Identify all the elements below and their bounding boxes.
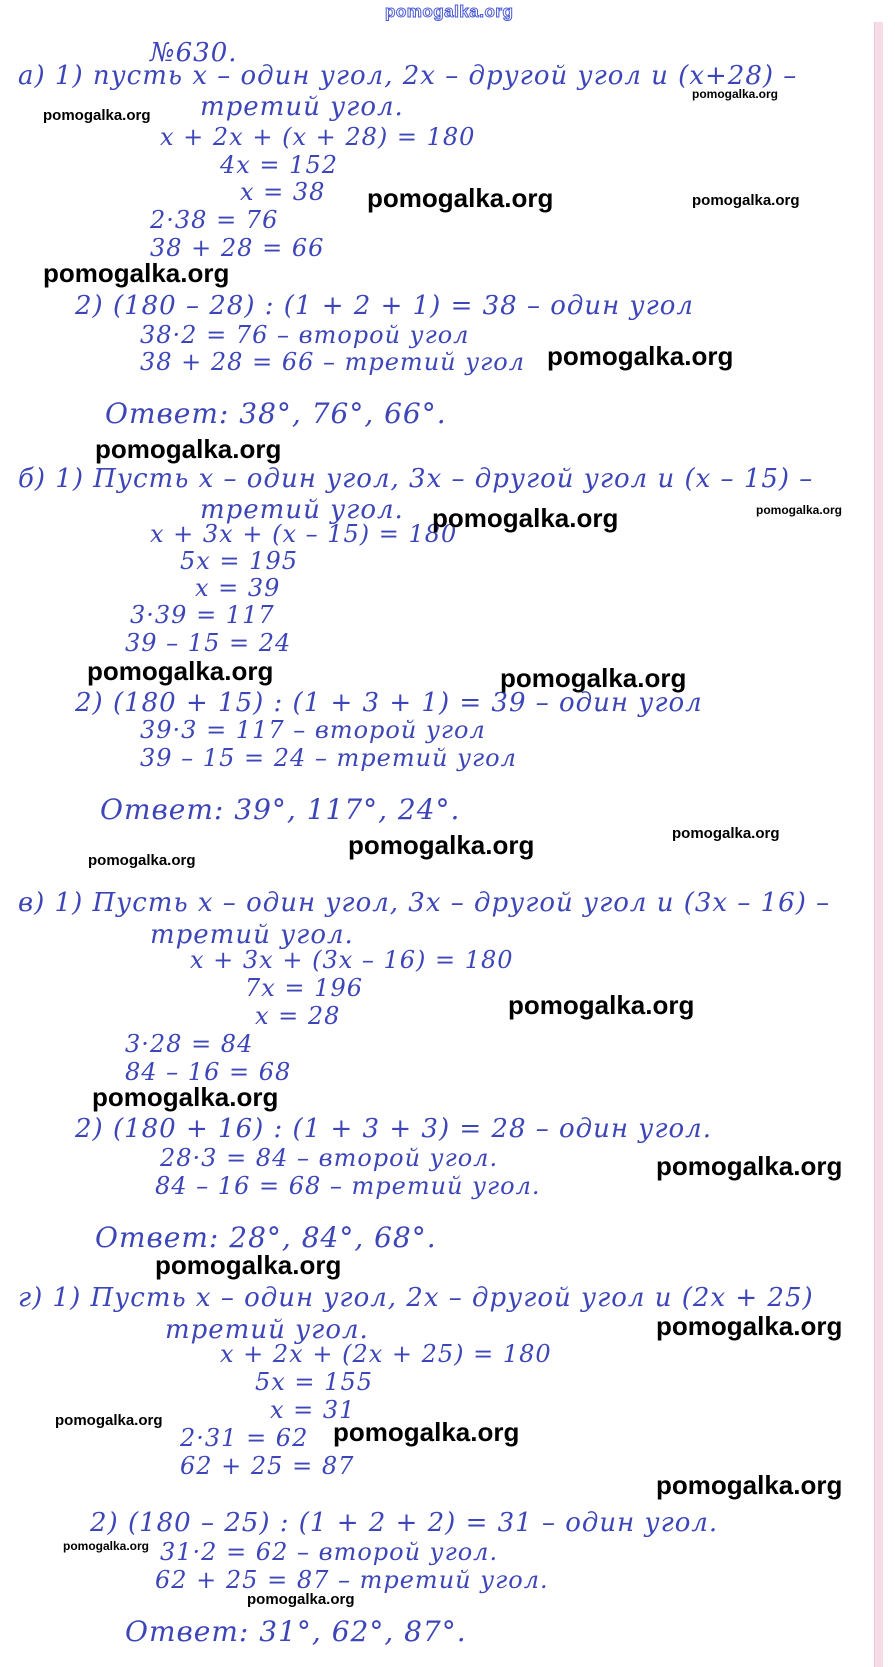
part-d-line: 62 + 25 = 87 bbox=[180, 1452, 355, 1480]
watermark: pomogalka.org bbox=[432, 503, 619, 533]
part-b-line: 5х = 195 bbox=[180, 547, 298, 575]
watermark: pomogalka.org bbox=[656, 1151, 843, 1181]
part-d-line: 5х = 155 bbox=[255, 1368, 373, 1396]
part-c-line: 2) (180 + 16) : (1 + 3 + 3) = 28 – один угол. bbox=[75, 1114, 712, 1144]
watermark: pomogalka.org bbox=[672, 825, 780, 842]
part-a-line: третий угол. bbox=[200, 92, 404, 122]
part-c-line: х + 3х + (3х – 16) = 180 bbox=[190, 946, 514, 974]
part-d-line: х + 2х + (2х + 25) = 180 bbox=[220, 1340, 552, 1368]
part-c-line: третий угол. bbox=[150, 920, 354, 950]
part-b-line: третий угол. bbox=[200, 495, 404, 525]
watermark: pomogalka.org bbox=[656, 1470, 843, 1500]
part-d-line: 31·2 = 62 – второй угол. bbox=[160, 1538, 499, 1566]
part-d-line: г) 1) Пусть х – один угол, 2х – другой угол и (2х + 25) bbox=[18, 1283, 814, 1313]
part-d-line: х = 31 bbox=[270, 1396, 356, 1424]
part-a-line: 4х = 152 bbox=[220, 151, 338, 179]
part-a-line: 38 + 28 = 66 bbox=[150, 234, 325, 262]
part-d-line: 62 + 25 = 87 – третий угол. bbox=[155, 1566, 549, 1594]
part-d-line: третий угол. bbox=[165, 1315, 369, 1345]
watermark: pomogalka.org bbox=[88, 852, 196, 869]
part-c-line: в) 1) Пусть х – один угол, 3х – другой угол и (3х – 16) – bbox=[18, 888, 831, 918]
part-b-line: 39 – 15 = 24 bbox=[125, 629, 292, 657]
part-d-line: 2) (180 – 25) : (1 + 2 + 2) = 31 – один угол. bbox=[90, 1508, 719, 1538]
watermark: pomogalka.org bbox=[333, 1417, 520, 1447]
part-b-answer: Ответ: 39°, 117°, 24°. bbox=[100, 793, 461, 826]
watermark: pomogalka.org bbox=[92, 1082, 279, 1112]
part-c-line: 7х = 196 bbox=[245, 974, 363, 1002]
part-a-line: х + 2х + (х + 28) = 180 bbox=[160, 123, 476, 151]
part-c-line: 3·28 = 84 bbox=[125, 1030, 254, 1058]
part-d-answer: Ответ: 31°, 62°, 87°. bbox=[125, 1615, 467, 1648]
problem-number: №630. bbox=[150, 38, 238, 68]
part-d-line: 2·31 = 62 bbox=[180, 1424, 309, 1452]
part-a-line: 38·2 = 76 – второй угол bbox=[140, 321, 470, 349]
watermark: pomogalka.org bbox=[348, 830, 535, 860]
watermark: pomogalka.org bbox=[87, 656, 274, 686]
part-a-line: 38 + 28 = 66 – третий угол bbox=[140, 348, 526, 376]
watermark: pomogalka.org bbox=[55, 1412, 163, 1429]
site-header: pomogalka.org bbox=[385, 2, 514, 21]
watermark: pomogalka.org bbox=[547, 341, 734, 371]
part-a-line: 2·38 = 76 bbox=[150, 206, 279, 234]
watermark: pomogalka.org bbox=[95, 434, 282, 464]
watermark: pomogalka.org bbox=[756, 503, 843, 517]
part-b-line: 3·39 = 117 bbox=[130, 601, 275, 629]
part-b-line: х = 39 bbox=[195, 574, 281, 602]
watermark: pomogalka.org bbox=[692, 192, 800, 209]
watermark: pomogalka.org bbox=[63, 1539, 150, 1553]
watermark: pomogalka.org bbox=[692, 87, 779, 101]
watermark: pomogalka.org bbox=[247, 1591, 355, 1608]
part-c-line: х = 28 bbox=[255, 1002, 341, 1030]
watermark: pomogalka.org bbox=[508, 990, 695, 1020]
part-a-line: 2) (180 – 28) : (1 + 2 + 1) = 38 – один угол bbox=[75, 291, 694, 321]
watermark: pomogalka.org bbox=[43, 258, 230, 288]
part-b-line: х + 3х + (х – 15) = 180 bbox=[150, 520, 458, 548]
part-b-line: 2) (180 + 15) : (1 + 3 + 1) = 39 – один угол bbox=[75, 688, 703, 718]
part-b-line: б) 1) Пусть х – один угол, 3х – другой угол и (х – 15) – bbox=[18, 464, 814, 494]
watermark: pomogalka.org bbox=[500, 663, 687, 693]
part-b-line: 39 – 15 = 24 – третий угол bbox=[140, 744, 517, 772]
margin-line bbox=[874, 22, 883, 1667]
part-a-line: х = 38 bbox=[240, 178, 326, 206]
part-a-line: а) 1) пусть х – один угол, 2х – другой угол и (х+28) – bbox=[18, 61, 798, 91]
part-c-line: 84 – 16 = 68 bbox=[125, 1058, 292, 1086]
part-c-line: 28·3 = 84 – второй угол. bbox=[160, 1144, 499, 1172]
watermark: pomogalka.org bbox=[155, 1250, 342, 1280]
watermark: pomogalka.org bbox=[43, 107, 151, 124]
watermark: pomogalka.org bbox=[367, 183, 554, 213]
watermark: pomogalka.org bbox=[656, 1311, 843, 1341]
part-c-answer: Ответ: 28°, 84°, 68°. bbox=[95, 1221, 437, 1254]
part-c-line: 84 – 16 = 68 – третий угол. bbox=[155, 1172, 541, 1200]
part-a-answer: Ответ: 38°, 76°, 66°. bbox=[105, 397, 447, 430]
part-b-line: 39·3 = 117 – второй угол bbox=[140, 716, 486, 744]
